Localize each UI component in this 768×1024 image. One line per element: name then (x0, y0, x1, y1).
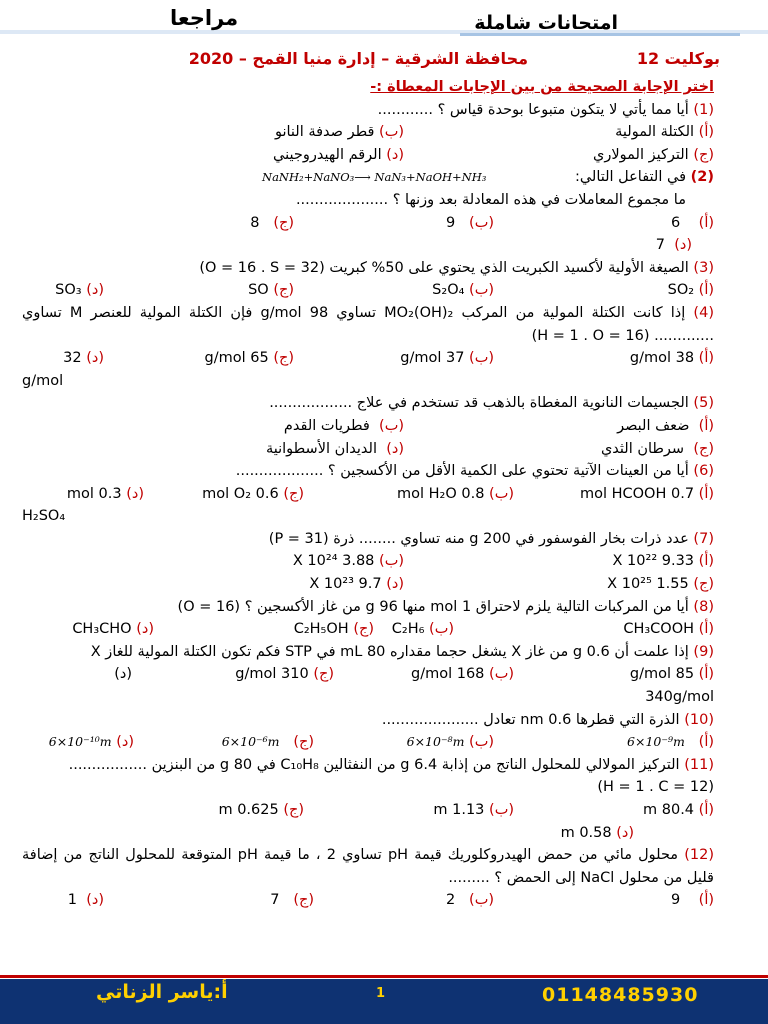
formula-text: H₂SO₄ (22, 508, 66, 525)
question-8 (22, 596, 714, 619)
options-row (22, 279, 714, 302)
option-a[interactable]: (أ) 9.33 X 10²² (612, 553, 714, 570)
footer-rule (0, 975, 768, 978)
question-2 (22, 166, 714, 189)
option-a[interactable]: (أ) 6×10⁻⁹m (627, 734, 714, 751)
question-5 (22, 392, 714, 415)
question-text: الذرة التي قطرها 0.6 nm تعادل ..................... (381, 711, 680, 728)
question-6 (22, 460, 714, 483)
option-d[interactable]: (د) الرقم الهيدروجيني (273, 146, 404, 163)
question-11-constants (22, 776, 714, 799)
options-row (22, 347, 714, 370)
question-number: (8) (693, 598, 714, 615)
option-c[interactable]: (ج) سرطان الثدي (600, 440, 714, 457)
options-row (22, 550, 714, 573)
question-text: التركيز المولالي للمحلول الناتج من إذابة 6.4 g من النفثالين C₁₀H₈ في 80 g من البنزين ................. (68, 756, 680, 773)
question-text: عدد ذرات بخار الفوسفور في 200 g منه تساوي ........ ذرة (P = 31) (268, 530, 689, 547)
question-text: الصيغة الأولية لأكسيد الكبريت الذي يحتوي على 50% كبريت (O = 16 . S = 32) (199, 259, 689, 276)
options-row (22, 731, 714, 754)
option-a[interactable]: (أ) 80.4 m (643, 802, 714, 818)
option-a[interactable]: (أ) ضعف البصر (617, 417, 714, 434)
option-c[interactable]: (ج) 65 g/mol (204, 350, 294, 367)
question-text: أيا من العينات الآتية تحتوي على الكمية الأقل من الأكسجين ؟ ................... (235, 463, 689, 480)
question-number: (11) (684, 756, 714, 773)
question-1 (22, 99, 714, 122)
question-number: (1) (693, 101, 714, 118)
options-row (22, 415, 714, 438)
option-a[interactable]: (أ) الكتلة المولية (615, 124, 714, 141)
option-b[interactable]: (ب) 0.8 mol H₂O (396, 485, 514, 502)
exam-title-booklet: بوكليت 12 (636, 49, 720, 68)
options-row (22, 144, 714, 167)
option-c[interactable]: (ج) التركيز المولاري (593, 146, 714, 163)
option-b[interactable]: (ب) S₂O₄ (432, 282, 494, 299)
option-b[interactable]: (ب) C₂H₆ (391, 621, 454, 638)
option-a[interactable]: (أ) SO₂ (667, 282, 714, 299)
author-name: أ:ياسر الزناتي (96, 981, 228, 1003)
option-d[interactable]: (د) CH₃CHO (72, 621, 154, 638)
option-d[interactable]: (د) 7 (655, 237, 692, 254)
option-d[interactable]: (د) 32 (63, 350, 104, 367)
option-d[interactable]: (د) 6×10⁻¹⁰m (48, 734, 134, 751)
option-d[interactable]: (د) SO₃ (55, 282, 104, 299)
option-a[interactable]: (أ) 0.7 mol HCOOH (579, 485, 714, 502)
option-b[interactable]: (ب) 2 (445, 892, 494, 909)
question-text: إذا علمت أن 0.6 g من غاز X يشغل حجما مقداره 80 mL في STP فكم تكون الكتلة المولية للغاز X (90, 643, 689, 660)
option-d[interactable]: (د) 0.3 mol (66, 485, 144, 502)
question-number: (2) (690, 169, 714, 186)
question-number: (10) (684, 711, 714, 728)
option-c[interactable]: (ج) 1.55 X 10²⁵ (607, 576, 714, 593)
option-c[interactable]: (ج) 6×10⁻⁶m (221, 734, 314, 751)
page-number: 1 (376, 986, 386, 1001)
header-right-title: امتحانات شاملة (474, 12, 618, 34)
option-b[interactable]: (ب) 3.88 X 10²⁴ (292, 553, 404, 570)
question-list (22, 76, 714, 912)
atomic-masses: (H = 1 . C = 12) (597, 779, 714, 796)
option-c[interactable]: (ج) 7 (270, 892, 314, 909)
reaction-equation: NaNH₂+NaNO₃⟶ NaN₃+NaOH+NH₃ (262, 170, 487, 185)
option-d-label[interactable]: (د) (114, 666, 132, 683)
option-c[interactable]: (ج) 8 (250, 214, 294, 231)
options-row (22, 234, 714, 257)
question-number: (4) (693, 304, 714, 321)
options-row (22, 663, 714, 686)
option-c[interactable]: (ج) 0.625 m (218, 802, 304, 818)
option-c[interactable]: (ج) 310 g/mol (235, 666, 334, 683)
option-b[interactable]: (ب) 9 (445, 214, 494, 231)
question-9 (22, 641, 714, 664)
question-7 (22, 528, 714, 551)
question-2-prompt (22, 189, 714, 212)
option-c[interactable]: (ج) 0.6 mol O₂ (202, 485, 304, 502)
question-text: في التفاعل التالي: (574, 169, 687, 186)
option-b[interactable]: (ب) 168 g/mol (411, 666, 514, 683)
option-b[interactable]: (ب) قطر صدفة النانو (274, 124, 404, 141)
option-c[interactable]: (ج) SO (248, 282, 294, 299)
question-text: محلول مائي من حمض الهيدروكلوريك قيمة pH تساوي 2 ، ما قيمة pH المتوقعة للمحلول الناتج من إضافة قليل من محلول NaCl إلى الحمض ؟ ......... (22, 847, 714, 886)
option-a[interactable]: (أ) 9 (670, 892, 714, 909)
options-row (22, 483, 714, 506)
options-row (22, 618, 714, 641)
question-number: (9) (693, 643, 714, 660)
options-row (22, 889, 714, 912)
options-row (22, 121, 714, 144)
option-b[interactable]: (ب) فطريات القدم (283, 417, 404, 434)
option-b[interactable]: (ب) 37 g/mol (400, 350, 494, 367)
header-left-title: مراجعا (170, 6, 239, 30)
instruction: اختر الإجابة الصحيحة من بين الإجابات المعطاة :- (370, 79, 714, 95)
options-row (22, 438, 714, 461)
question-text: الجسيمات النانوية المغطاة بالذهب قد تستخدم في علاج .................. (269, 395, 689, 412)
phone-number: 01148485930 (542, 984, 699, 1006)
option-d[interactable]: (د) 0.58 m (560, 824, 634, 841)
question-10 (22, 709, 714, 732)
unit-text: g/mol (22, 372, 64, 389)
option-c[interactable]: (ج) C₂H₅OH (293, 621, 374, 638)
option-d-continuation (22, 686, 714, 709)
option-a[interactable]: (أ) CH₃COOH (623, 621, 714, 638)
question-number: (3) (693, 259, 714, 276)
question-4 (22, 302, 714, 347)
question-text: ما مجموع المعاملات في هذه المعادلة بعد وزنها ؟ .................... (295, 191, 686, 208)
option-a[interactable]: (أ) 85 g/mol (629, 666, 714, 683)
question-12 (22, 844, 714, 889)
option-d[interactable]: 340g/mol (645, 689, 714, 706)
question-number: (7) (693, 530, 714, 547)
option-b[interactable]: (ب) 1.13 m (433, 802, 514, 818)
question-number: (12) (684, 847, 715, 864)
option-a[interactable]: (أ) 6 (670, 214, 714, 231)
option-a[interactable]: (أ) 38 g/mol (629, 350, 714, 367)
question-number: (5) (693, 395, 714, 412)
options-row (22, 573, 714, 596)
instruction-line (22, 76, 714, 99)
option-d-continuation (22, 505, 714, 528)
question-text: إذا كانت الكتلة المولية من المركب MO₂(OH)₂ تساوي 98 g/mol فإن الكتلة المولية للعنصر M تساوي ............. (H = 1 . O = 16) (22, 304, 714, 344)
option-d[interactable]: (د) الديدان الأسطوانية (265, 440, 404, 457)
option-d[interactable]: (د) 1 (67, 892, 104, 909)
options-row (22, 212, 714, 235)
option-d-continuation (22, 370, 714, 393)
options-row (22, 799, 714, 822)
options-row (22, 822, 714, 845)
question-text: أيا مما يأتي لا يتكون متبوعا بوحدة قياس ؟ ............ (377, 101, 689, 118)
question-text: أيا من المركبات التالية يلزم لاحتراق 1 mol منها 96 g من غاز الأكسجين ؟ (O = 16) (177, 598, 689, 615)
question-11 (22, 754, 714, 777)
exam-title-governorate: محافظة الشرقية – إدارة منيا القمح – 2020 (188, 49, 528, 68)
question-number: (6) (693, 463, 714, 480)
question-3 (22, 257, 714, 280)
option-d[interactable]: (د) 9.7 X 10²³ (309, 576, 404, 593)
option-b[interactable]: (ب) 6×10⁻⁸m (406, 734, 494, 751)
